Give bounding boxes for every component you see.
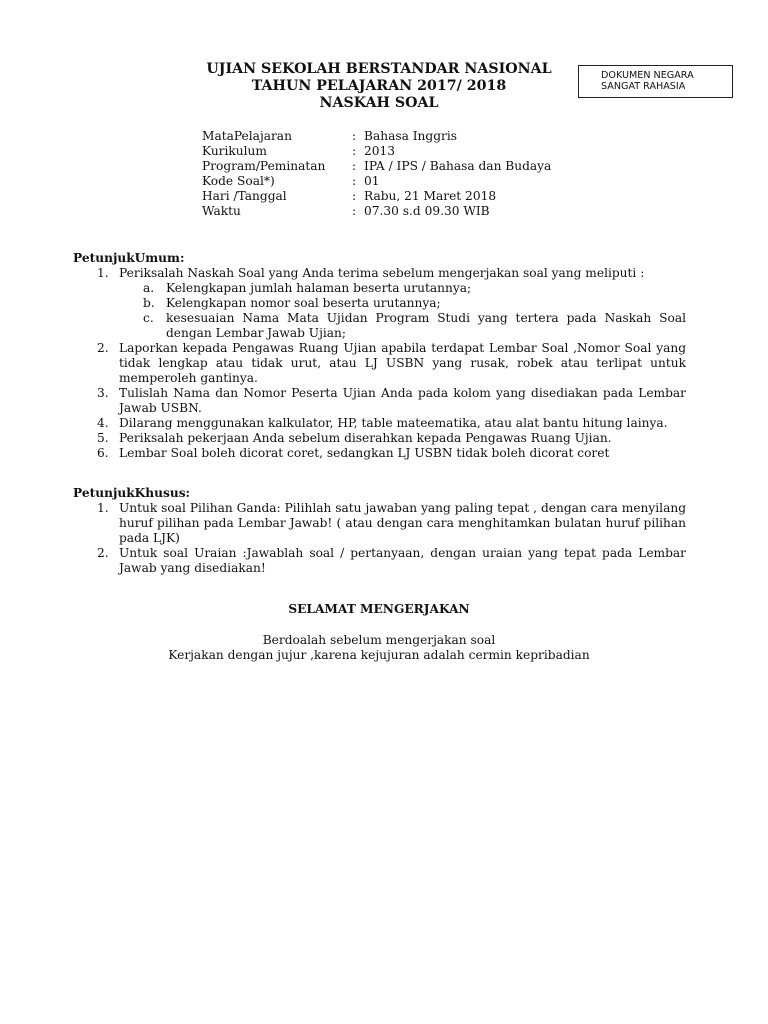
info-colon: : bbox=[352, 129, 357, 143]
item-number: 4. bbox=[97, 416, 109, 430]
item-number: 5. bbox=[97, 431, 109, 445]
info-value: Bahasa Inggris bbox=[364, 129, 457, 143]
info-key: Program/Peminatan bbox=[202, 159, 326, 173]
sub-item bbox=[119, 311, 686, 341]
list-item bbox=[73, 266, 686, 341]
list-item bbox=[73, 416, 686, 431]
list-item bbox=[73, 446, 686, 461]
info-key: Hari /Tanggal bbox=[202, 189, 287, 203]
info-row bbox=[202, 144, 551, 159]
item-text: Laporkan kepada Pengawas Ruang Ujian apabila terdapat Lembar Soal ,Nomor Soal yang tidak lengkap atau tidak urut, atau LJ USBN yang rusak, robek atau terlipat untuk memperoleh gantinya. bbox=[119, 341, 686, 385]
exam-info-table bbox=[202, 129, 551, 219]
info-row bbox=[202, 159, 551, 174]
item-text: Tulislah Nama dan Nomor Peserta Ujian Anda pada kolom yang disediakan pada Lembar Jawab USBN. bbox=[119, 386, 686, 415]
info-colon: : bbox=[352, 144, 357, 158]
sub-item-letter: c. bbox=[143, 311, 154, 325]
item-text: Untuk soal Pilihan Ganda: Pilihlah satu jawaban yang paling tepat , dengan cara menyilang huruf pilihan pada Lembar Jawab! ( atau dengan cara menghitamkan bulatan huruf pilihan pada LJK) bbox=[119, 501, 686, 545]
item-text: Periksalah Naskah Soal yang Anda terima sebelum mengerjakan soal yang meliputi : bbox=[119, 266, 645, 280]
general-instructions-list bbox=[73, 266, 686, 461]
item-number: 2. bbox=[97, 546, 109, 560]
info-value: 01 bbox=[364, 174, 380, 188]
info-value: 07.30 s.d 09.30 WIB bbox=[364, 204, 490, 218]
item-text: Lembar Soal boleh dicorat coret, sedangkan LJ USBN tidak boleh dicorat coret bbox=[119, 446, 610, 460]
sub-item bbox=[119, 296, 686, 311]
sub-item-letter: a. bbox=[143, 281, 155, 295]
info-row bbox=[202, 189, 551, 204]
list-item bbox=[73, 501, 686, 546]
classification-line-2: SANGAT RAHASIA bbox=[601, 81, 686, 92]
sub-item-letter: b. bbox=[143, 296, 155, 310]
item-text: Untuk soal Uraian :Jawablah soal / pertanyaan, dengan uraian yang tepat pada Lembar Jawab yang disediakan! bbox=[119, 546, 686, 575]
closing-heading: SELAMAT MENGERJAKAN bbox=[288, 602, 470, 616]
info-row bbox=[202, 204, 551, 219]
sub-item-text: Kelengkapan nomor soal beserta urutannya; bbox=[166, 296, 441, 310]
sub-item-text: Kelengkapan jumlah halaman beserta urutannya; bbox=[166, 281, 472, 295]
item-number: 1. bbox=[97, 501, 109, 515]
info-colon: : bbox=[352, 174, 357, 188]
info-row bbox=[202, 129, 551, 144]
item-number: 6. bbox=[97, 446, 109, 460]
info-value: Rabu, 21 Maret 2018 bbox=[364, 189, 497, 203]
info-key: Kurikulum bbox=[202, 144, 267, 158]
info-colon: : bbox=[352, 159, 357, 173]
closing-line-prayer: Berdoalah sebelum mengerjakan soal bbox=[262, 633, 496, 647]
sub-item bbox=[119, 281, 686, 296]
title-line-2: TAHUN PELAJARAN 2017/ 2018 bbox=[251, 78, 507, 94]
item-text: Periksalah pekerjaan Anda sebelum diserahkan kepada Pengawas Ruang Ujian. bbox=[119, 431, 612, 445]
list-item bbox=[73, 431, 686, 446]
closing-line-honesty: Kerjakan dengan jujur ,karena kejujuran adalah cermin kepribadian bbox=[168, 648, 590, 662]
classification-box bbox=[578, 65, 733, 98]
list-item bbox=[73, 546, 686, 576]
exam-title bbox=[150, 61, 608, 112]
specific-instructions-heading: PetunjukKhusus: bbox=[73, 486, 191, 500]
sub-item-text: kesesuaian Nama Mata Ujidan Program Studi yang tertera pada Naskah Soal dengan Lembar Jawab Ujian; bbox=[166, 311, 686, 340]
info-value: IPA / IPS / Bahasa dan Budaya bbox=[364, 159, 552, 173]
classification-line-1: DOKUMEN NEGARA bbox=[601, 70, 694, 81]
title-line-1: UJIAN SEKOLAH BERSTANDAR NASIONAL bbox=[206, 61, 552, 77]
item-text: Dilarang menggunakan kalkulator, HP, table mateematika, atau alat bantu hitung lainya. bbox=[119, 416, 668, 430]
sub-list bbox=[119, 281, 686, 341]
info-colon: : bbox=[352, 204, 357, 218]
info-key: Kode Soal*) bbox=[202, 174, 275, 188]
info-row bbox=[202, 174, 551, 189]
general-instructions-heading: PetunjukUmum: bbox=[73, 251, 185, 265]
item-number: 3. bbox=[97, 386, 109, 400]
info-key: Waktu bbox=[202, 204, 241, 218]
list-item bbox=[73, 386, 686, 416]
info-colon: : bbox=[352, 189, 357, 203]
list-item bbox=[73, 341, 686, 386]
title-line-3: NASKAH SOAL bbox=[319, 95, 439, 111]
specific-instructions-list bbox=[73, 501, 686, 576]
info-value: 2013 bbox=[364, 144, 396, 158]
item-number: 1. bbox=[97, 266, 109, 280]
item-number: 2. bbox=[97, 341, 109, 355]
info-key: MataPelajaran bbox=[202, 129, 292, 143]
